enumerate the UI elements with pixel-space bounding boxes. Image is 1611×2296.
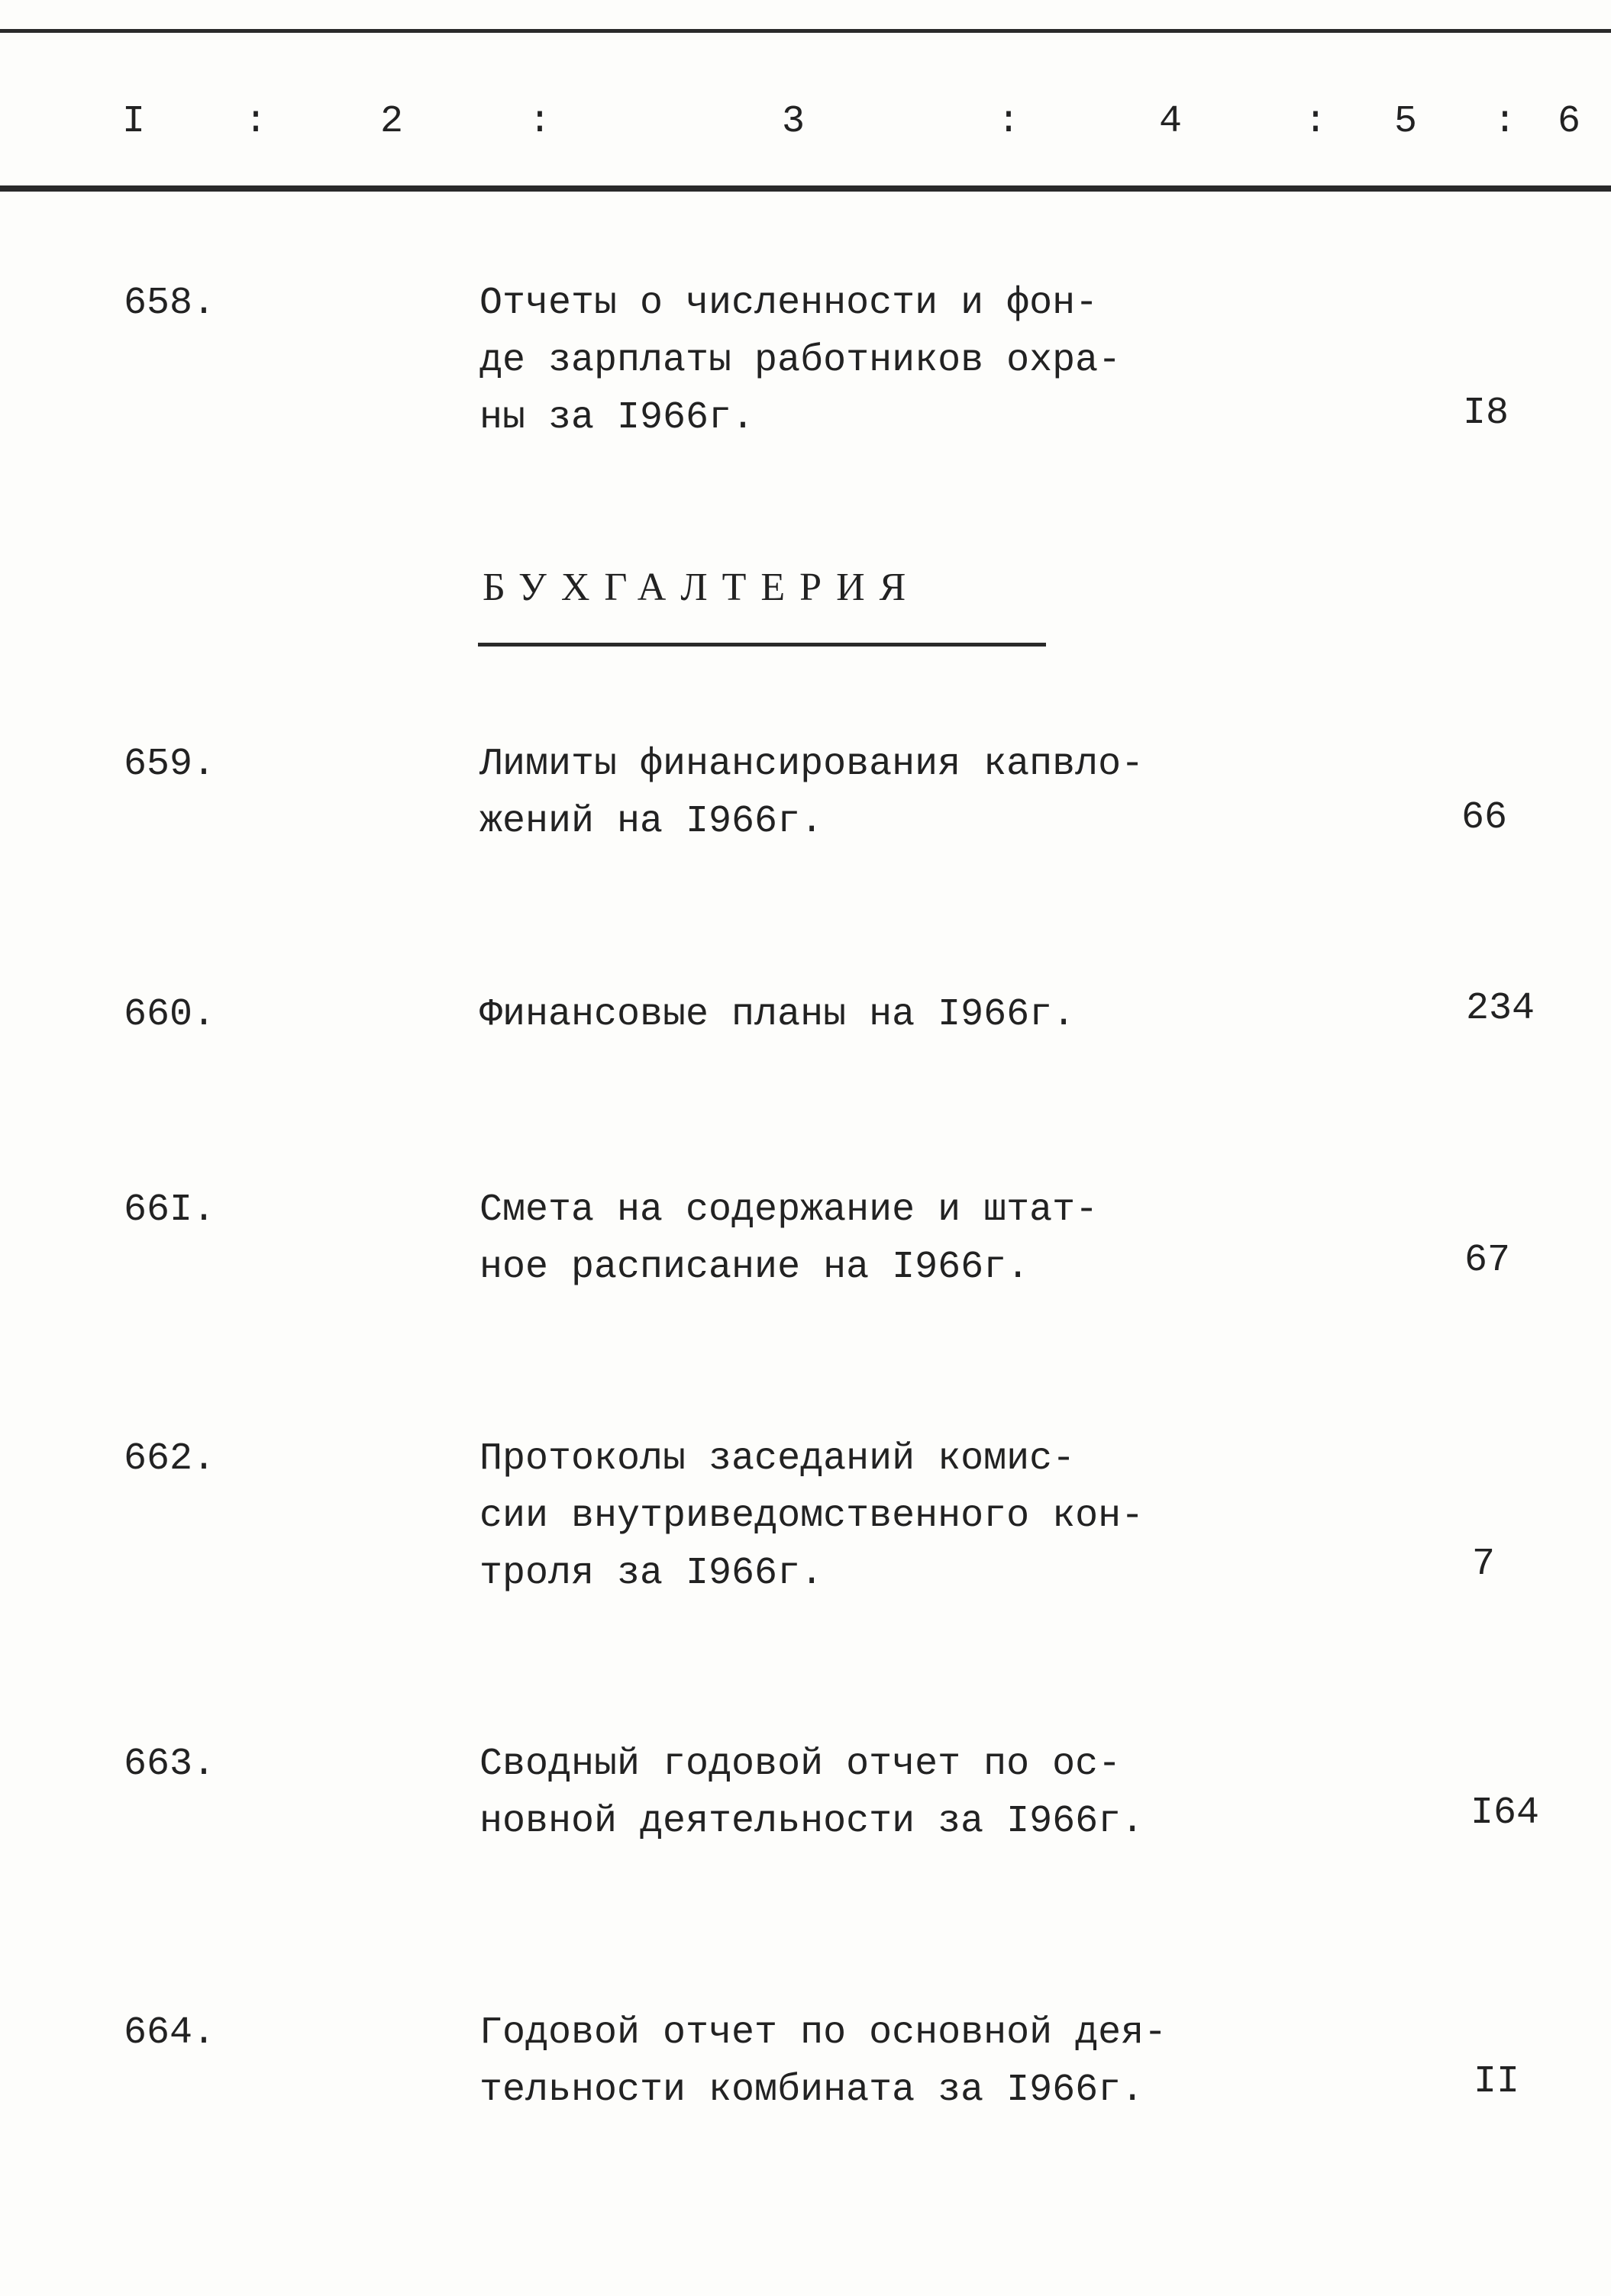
file-title: Годовой отчет по основной дея- тельности комбината за I966г. (479, 2011, 1167, 2112)
section-underline (478, 643, 1046, 647)
column-separator: : (528, 100, 552, 144)
column-header-3: 3 (782, 100, 805, 144)
header-bottom-rule (0, 185, 1611, 192)
file-title: Лимиты финансирования капвло- жений на I966г. (479, 743, 1144, 843)
file-number: 664. (124, 2011, 216, 2055)
section-heading: БУХГАЛТЕРИЯ (483, 566, 921, 609)
column-separator: : (1493, 100, 1517, 144)
file-title: Отчеты о численности и фон- де зарплаты работников охра- ны за I966г. (479, 282, 1122, 440)
column-header-5: 5 (1394, 100, 1418, 144)
column-separator: : (1304, 100, 1328, 144)
sheet-count: 7 (1472, 1543, 1496, 1586)
file-title: Протоколы заседаний комис- сии внутриведомственного кон- троля за I966г. (479, 1437, 1144, 1595)
column-separator: : (997, 100, 1021, 144)
sheet-count: 66 (1461, 796, 1508, 840)
sheet-count: 234 (1466, 987, 1535, 1030)
file-number: 663. (124, 1743, 216, 1786)
file-number: 66I. (124, 1188, 216, 1232)
sheet-count: 67 (1464, 1239, 1511, 1282)
file-number: 660. (124, 993, 216, 1037)
column-separator: : (244, 100, 268, 144)
sheet-count: I64 (1471, 1791, 1540, 1835)
file-title: Финансовые планы на I966г. (479, 993, 1076, 1037)
file-number: 662. (124, 1437, 216, 1481)
column-header-1: I (122, 100, 146, 144)
column-header-4: 4 (1159, 100, 1183, 144)
file-number: 659. (124, 743, 216, 786)
file-title: Сводный годовой отчет по ос- новной деятельности за I966г. (479, 1743, 1144, 1843)
header-top-rule (0, 29, 1611, 33)
sheet-count: II (1474, 2060, 1520, 2104)
file-title: Смета на содержание и штат- ное расписание на I966г. (479, 1188, 1099, 1289)
column-header-2: 2 (380, 100, 404, 144)
sheet-count: I8 (1463, 392, 1509, 435)
file-number: 658. (124, 282, 216, 325)
column-header-6: 6 (1558, 100, 1581, 144)
